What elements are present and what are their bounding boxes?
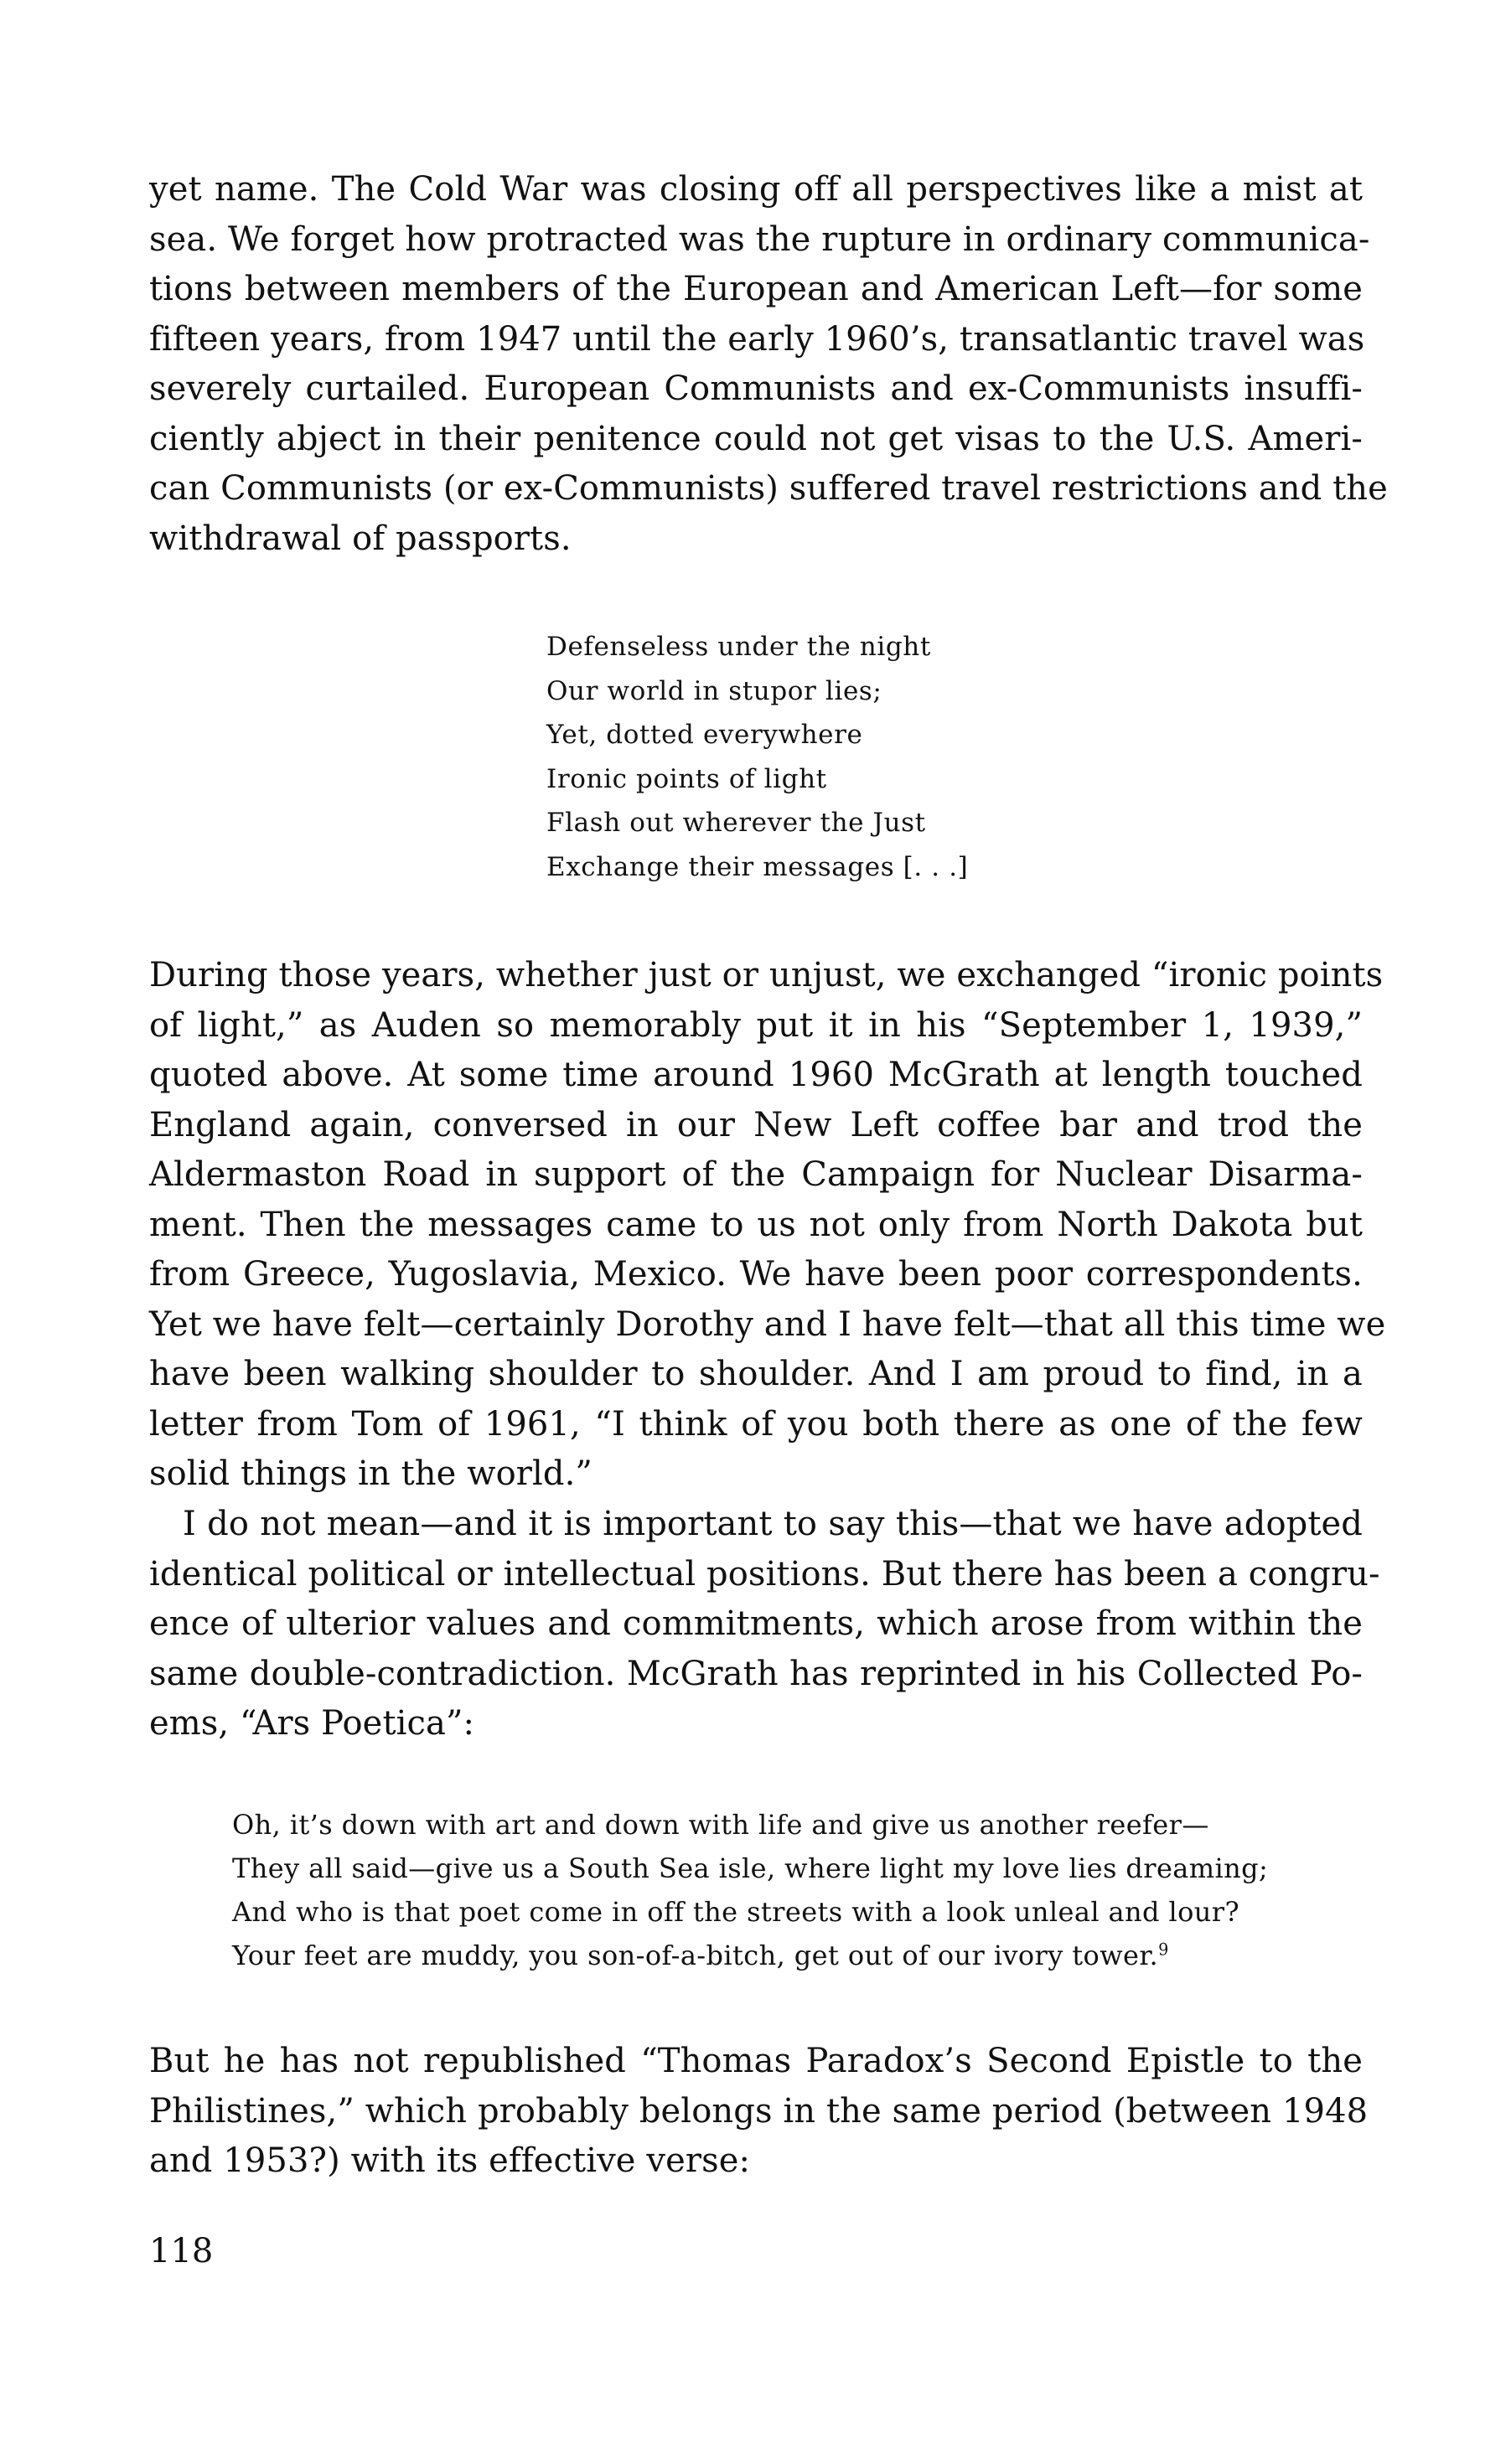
verse-line: Our world in stupor lies; xyxy=(546,675,882,706)
text-line: During those years, whether just or unjust, we exchanged “ironic points xyxy=(149,956,1384,994)
text-line: sea. We forget how protracted was the rupture in ordinary communica- xyxy=(149,220,1370,259)
paragraph-thomas-paradox xyxy=(149,2037,1369,2187)
text-line: Philistines,” which probably belongs in the same period (between 1948 xyxy=(149,2091,1369,2131)
text-line: ment. Then the messages came to us not only from North Dakota but xyxy=(149,1205,1363,1244)
verse-line: Exchange their messages [. . .] xyxy=(546,851,969,882)
verse-line: They all said—give us a South Sea isle, where light my love lies dreaming; xyxy=(232,1852,1269,1884)
paragraph-ulterior-values xyxy=(149,1500,1380,1749)
verse-ars-poetica xyxy=(232,1803,1268,1977)
text-line: letter from Tom of 1961, “I think of you both there as one of the few xyxy=(149,1404,1363,1444)
verse-line: Ironic points of light xyxy=(546,763,827,794)
text-line: from Greece, Yugoslavia, Mexico. We have been poor correspondents. xyxy=(149,1255,1363,1294)
verse-line: Flash out wherever the Just xyxy=(546,808,926,838)
text-line: ciently abject in their penitence could not get visas to the U.S. Ameri- xyxy=(149,419,1363,458)
verse-line: Defenseless under the night xyxy=(546,632,931,662)
text-line: solid things in the world.” xyxy=(149,1454,592,1493)
verse-line: And who is that poet come in off the streets with a look unleal and lour? xyxy=(232,1896,1240,1928)
text-line: have been walking shoulder to shoulder. And I am proud to find, in a xyxy=(149,1355,1363,1393)
text-line: England again, conversed in our New Left coffee bar and trod the xyxy=(149,1105,1363,1144)
verse-line-text: Your feet are muddy, you son-of-a-bitch, get out of our ivory tower. xyxy=(232,1940,1159,1971)
text-line: ence of ulterior values and commitments, which arose from within the xyxy=(149,1604,1363,1643)
text-line: Yet we have felt—certainly Dorothy and I have felt—that all this time we xyxy=(149,1304,1386,1344)
text-line: fifteen years, from 1947 until the early 1960’s, transatlantic travel was xyxy=(149,319,1365,359)
text-line: ems, “Ars Poetica”: xyxy=(149,1704,475,1743)
verse-line: Yet, dotted everywhere xyxy=(546,720,863,750)
text-line: Aldermaston Road in support of the Campaign for Nuclear Disarma- xyxy=(149,1155,1363,1194)
text-line: and 1953?) with its effective verse: xyxy=(149,2141,751,2180)
verse-auden xyxy=(546,625,968,889)
text-line: tions between members of the European and American Left—for some xyxy=(149,270,1363,308)
verse-line xyxy=(232,1934,1268,1977)
text-line: severely curtailed. European Communists and ex-Communists insuffi- xyxy=(149,369,1363,408)
text-line: But he has not republished “Thomas Paradox’s Second Epistle to the xyxy=(149,2042,1363,2080)
footnote-marker: 9 xyxy=(1158,1940,1169,1960)
verse-line: Oh, it’s down with art and down with life and give us another reefer— xyxy=(232,1809,1209,1841)
text-line: withdrawal of passports. xyxy=(149,519,572,558)
text-line: yet name. The Cold War was closing off all perspectives like a mist at xyxy=(149,170,1363,209)
text-line: I do not mean—and it is important to say this—that we have adopted xyxy=(183,1505,1363,1543)
paragraph-ironic-points xyxy=(149,951,1386,1500)
text-line: same double-contradiction. McGrath has reprinted in his Collected Po- xyxy=(149,1654,1363,1693)
text-line: quoted above. At some time around 1960 McGrath at length touched xyxy=(149,1056,1363,1094)
text-line: can Communists (or ex-Communists) suffered travel restrictions and the xyxy=(149,469,1388,508)
text-line: identical political or intellectual positions. But there has been a congru- xyxy=(149,1554,1380,1594)
paragraph-cold-war xyxy=(149,165,1388,564)
page-number: 118 xyxy=(149,2232,214,2270)
text-line: of light,” as Auden so memorably put it in his “September 1, 1939,” xyxy=(149,1005,1363,1045)
